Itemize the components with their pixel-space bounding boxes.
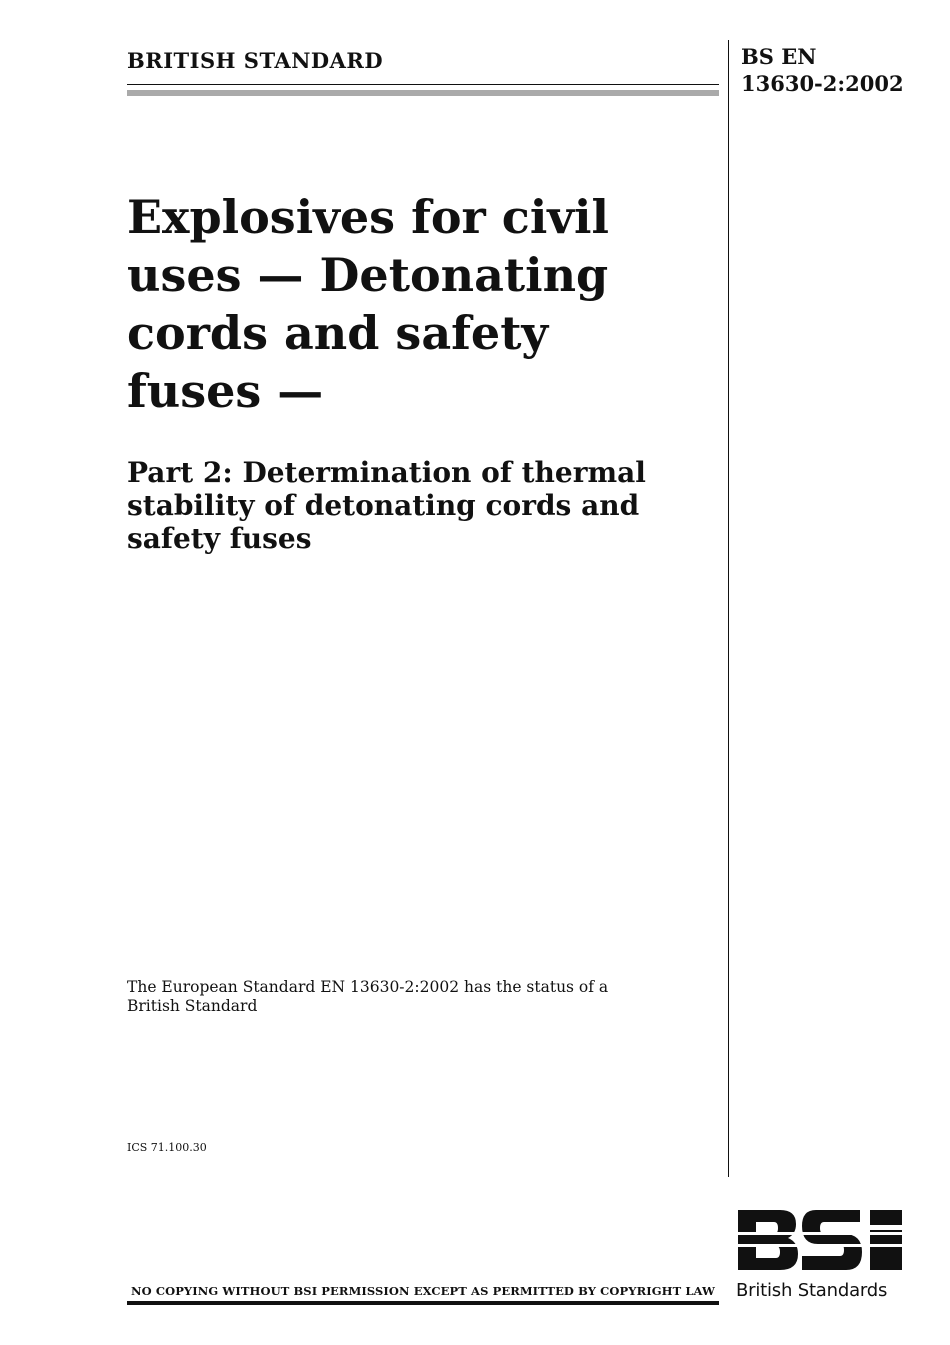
- bsi-logo-caption: British Standards: [736, 1280, 888, 1301]
- document-series-label: BRITISH STANDARD: [127, 48, 384, 73]
- header-rule-thick: [127, 90, 719, 96]
- vertical-divider: [728, 40, 729, 1177]
- status-line1: The European Standard EN 13630-2:2002 has the status of a: [127, 978, 609, 996]
- document-title: [127, 188, 687, 420]
- footer-rule: [127, 1301, 719, 1305]
- document-number: [741, 43, 904, 97]
- title-line4: fuses —: [127, 364, 324, 418]
- part-title-line3: safety fuses: [127, 522, 312, 555]
- part-title-line2: stability of detonating cords and: [127, 489, 640, 522]
- part-title-line1: Part 2: Determination of thermal: [127, 456, 646, 489]
- title-line3: cords and safety: [127, 306, 549, 360]
- document-number-line2: 13630-2:2002: [741, 71, 904, 96]
- document-part-title: [127, 456, 667, 555]
- status-line2: British Standard: [127, 997, 258, 1015]
- bsi-logo: [736, 1208, 906, 1301]
- title-line1: Explosives for civil: [127, 190, 609, 244]
- header-rule-thin: [127, 84, 719, 85]
- bsi-logo-mark: [736, 1208, 904, 1274]
- copyright-notice: NO COPYING WITHOUT BSI PERMISSION EXCEPT AS PERMITTED BY COPYRIGHT LAW: [130, 1284, 716, 1298]
- status-statement: [127, 978, 627, 1016]
- document-number-line1: BS EN: [741, 44, 817, 69]
- ics-code: ICS 71.100.30: [127, 1141, 207, 1154]
- title-line2: uses — Detonating: [127, 248, 609, 302]
